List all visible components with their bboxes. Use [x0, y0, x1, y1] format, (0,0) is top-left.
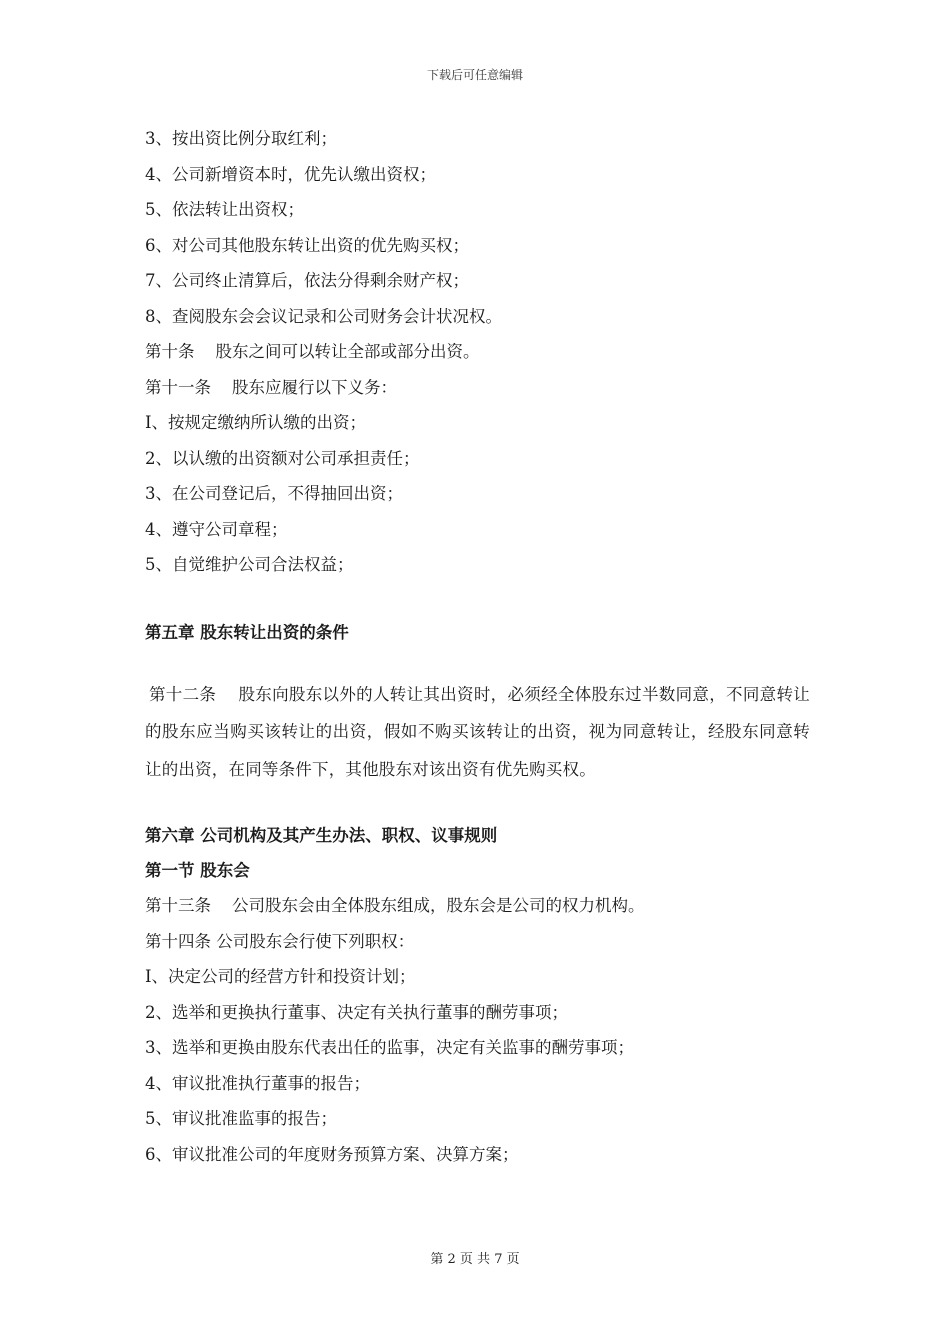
- page-header: 下载后可任意编辑: [426, 68, 523, 82]
- page-footer: 第 2 页 共 7 页: [430, 1252, 520, 1267]
- text-line: 6、对公司其他股东转让出资的优先购买权；: [145, 235, 469, 255]
- text-line: 4、审议批准执行董事的报告；: [145, 1073, 370, 1093]
- chapter-5-heading: 第五章 股东转让出资的条件: [145, 622, 349, 642]
- chapter-6-heading: 第六章 公司机构及其产生办法、职权、议事规则: [145, 826, 498, 845]
- text-line: I、决定公司的经营方针和投资计划；: [145, 967, 416, 986]
- text-line: 2、选举和更换执行董事、决定有关执行董事的酬劳事项；: [145, 1002, 568, 1022]
- article-14: 第十四条 公司股东会行使下列职权：: [145, 931, 415, 951]
- text-line: 5、审议批准监事的报告；: [145, 1109, 337, 1128]
- text-line: 5、依法转让出资权；: [145, 200, 304, 219]
- section-1-heading: 第一节 股东会: [145, 861, 250, 880]
- article-11: 第十一条 股东应履行以下义务：: [145, 377, 397, 397]
- article-10: 第十条 股东之间可以转让全部或部分出资。: [145, 342, 480, 361]
- document-body: [145, 121, 810, 1172]
- text-line: 2、以认缴的出资额对公司承担责任；: [145, 448, 420, 468]
- article-13: 第十三条 公司股东会由全体股东组成，股东会是公司的权力机构。: [145, 896, 645, 915]
- text-line: 8、查阅股东会会议记录和公司财务会计状况权。: [145, 306, 502, 326]
- text-line: 4、遵守公司章程；: [145, 519, 288, 539]
- text-line: 3、选举和更换由股东代表出任的监事，决定有关监事的酬劳事项；: [145, 1038, 634, 1057]
- article-12-paragraph: [145, 676, 810, 789]
- text-line: 5、自觉维护公司合法权益；: [145, 555, 354, 574]
- text-line: 7、公司终止清算后，依法分得剩余财产权；: [145, 271, 469, 290]
- text-line: 3、在公司登记后，不得抽回出资；: [145, 484, 403, 503]
- article-12-text: 第十二条 股东向股东以外的人转让其出资时，必须经全体股东过半数同意，不同意转让的股东应当购买该转让的出资，假如不购买该转让的出资，视为同意转让，经股东同意转让的出资，在同等条件下，其他股东对该出资有优先购买权。: [145, 684, 810, 779]
- text-line: 3、按出资比例分取红利；: [145, 129, 337, 148]
- text-line: 6、审议批准公司的年度财务预算方案、决算方案；: [145, 1144, 519, 1164]
- text-line: I、按规定缴纳所认缴的出资；: [145, 413, 367, 432]
- text-line: 4、公司新增资本时，优先认缴出资权；: [145, 164, 436, 184]
